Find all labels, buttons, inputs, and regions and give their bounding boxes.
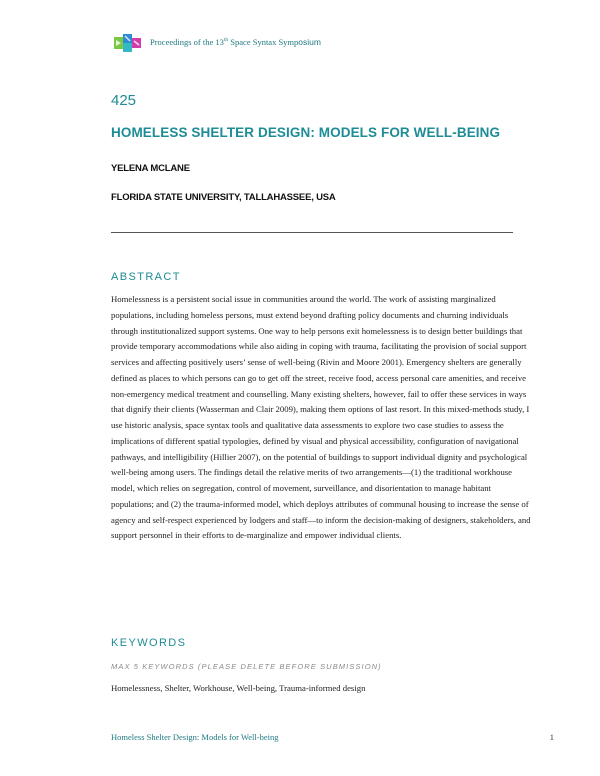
header-suffix: osium [298,37,321,47]
header-ordinal: th [223,37,229,44]
abstract-body: Homelessness is a persistent social issue in communities around the world. The work of assisting marginalized populations, including homeless persons, must extend beyond drafting policy documents and churning individuals through institutionalized support systems. One way to help persons exit homelessness is to design better buildings that provide temporary accommodations while also aiding in coping with trauma, facilitating the provision of social support services and affecting positively users’ sense of well-being (Rivin and Moore 2001). Emergency shelters are generally defined as places to which persons can go to get off the street, receive food, access personal care amenities, and receive non-emergency medical treatment and counselling. Many existing shelters, however, fail to offer these services in ways that dignify their clients (Wasserman and Clair 2009), making them options of last resort. In this mixed-methods study, I use historic analysis, space syntax tools and qualitative data assessments to explore two case studies to assess the implications of different spatial typologies, defined by visual and physical accessibility, configuration of navigational pathways, and intelligibility (Hillier 2007), on the potential of buildings to support individual dignity and psychological well-being among users. The findings detail the relative merits of two arrangements—(1) the traditional workhouse model, which relies on segregation, control of movement, surveillance, and disorientation to manage habitant populations; and (2) the trauma-informed model, which deploys attributes of communal housing to increase the sense of agency and self-respect experienced by lodgers and staff—to inform the decision-making of designers, stakeholders, and support personnel in their efforts to de-marginalize and empower individual clients. [111,294,531,541]
author-name: YELENA MCLANE [111,163,190,174]
paper-title: HOMELESS SHELTER DESIGN: MODELS FOR WELL-BEING [111,125,501,140]
keywords-note: MAX 5 KEYWORDS (PLEASE DELETE BEFORE SUBMISSION) [111,662,382,671]
title-separator [111,232,513,233]
footer-title: Homeless Shelter Design: Models for Well-being [111,732,279,742]
keywords-heading: KEYWORDS [111,637,187,649]
page-number: 1 [549,732,554,742]
header-middle: Space Syntax Symp [228,37,299,47]
proceedings-header [150,37,321,47]
abstract-heading: ABSTRACT [111,271,181,283]
paper-number: 425 [111,92,137,109]
author-affiliation: FLORIDA STATE UNIVERSITY, TALLAHASSEE, USA [111,192,336,203]
header-prefix: Proceedings of the 13 [150,37,224,47]
space-syntax-logo-icon [114,34,142,52]
keywords-list: Homelessness, Shelter, Workhouse, Well-being, Trauma-informed design [111,683,366,693]
